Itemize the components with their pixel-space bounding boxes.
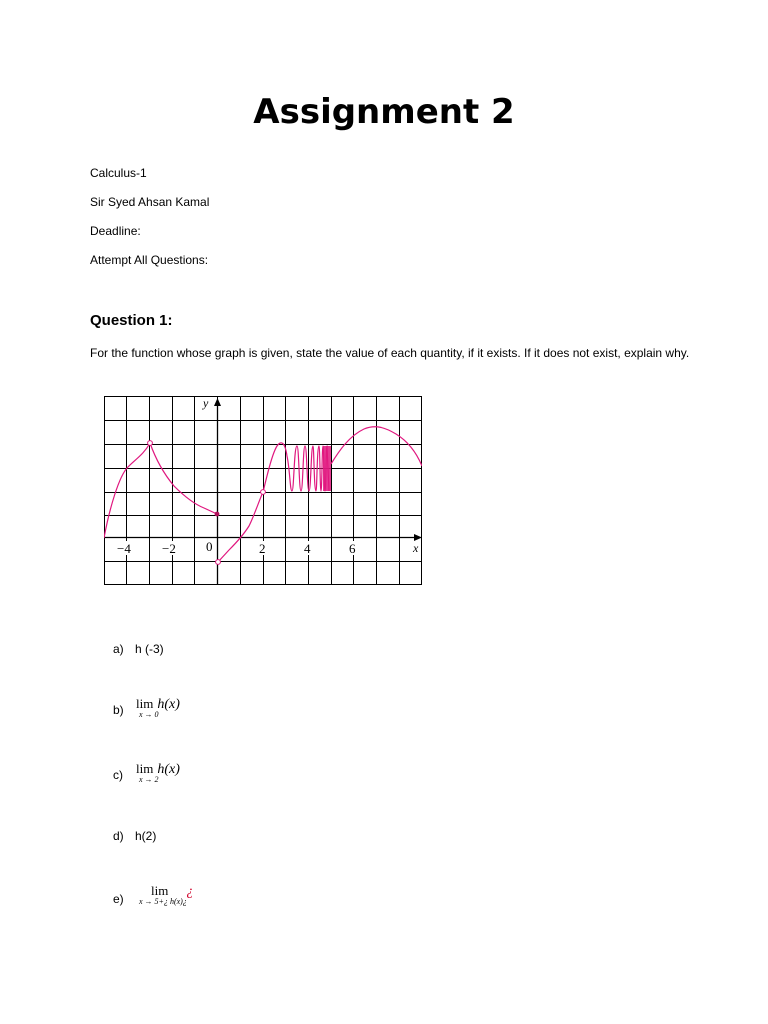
y-axis-label: y [203, 396, 209, 410]
open-point [216, 560, 221, 565]
part-label: d) [113, 829, 124, 843]
lim-subscript: x → 2 [139, 775, 159, 784]
open-point [261, 490, 266, 495]
lim-subscript: x → 0 [139, 710, 159, 719]
deadline: Deadline: [90, 224, 141, 238]
tick-label: 0 [206, 539, 213, 554]
part-c-label: c) [113, 768, 123, 782]
function-graph [104, 396, 422, 586]
lim-function: h(x) [157, 697, 180, 712]
x-axis-label: x [413, 541, 419, 555]
tick-label: 4 [304, 541, 311, 556]
tick-label: −2 [162, 541, 176, 556]
part-d [113, 829, 156, 843]
oscillation-band [323, 446, 331, 491]
instructor-name: Sir Syed Ahsan Kamal [90, 195, 210, 209]
tick-label: 6 [349, 541, 356, 556]
part-text: h (-3) [135, 642, 164, 656]
part-b-limit [136, 695, 180, 719]
lim-word: lim [151, 883, 169, 898]
part-a [113, 642, 164, 656]
open-point [148, 441, 153, 446]
tick-label: 2 [259, 541, 266, 556]
tick-label: −4 [117, 541, 131, 556]
part-c-limit [136, 760, 180, 784]
part-e-limit [136, 882, 194, 906]
instruction: Attempt All Questions: [90, 253, 209, 267]
part-text: h(2) [135, 829, 157, 843]
part-e-label: e) [113, 892, 124, 906]
lim-word: lim [136, 696, 154, 711]
lim-function: h(x) [157, 762, 180, 777]
part-b-label: b) [113, 703, 124, 717]
y-axis-arrow-icon [214, 398, 221, 406]
lim-subscript: x → 5+¿ h(x)¿ [139, 897, 187, 906]
question-heading: Question 1: [90, 312, 173, 329]
question-text: For the function whose graph is given, state the value of each quantity, if it exists. If it does not exist, explain why. [90, 346, 690, 360]
course-name: Calculus-1 [90, 166, 147, 180]
x-axis-arrow-icon [414, 534, 422, 541]
part-label: a) [113, 642, 124, 656]
page-title: Assignment 2 [253, 92, 515, 132]
lim-word: lim [136, 761, 154, 776]
closed-point [215, 512, 220, 517]
lim-function: ¿ [186, 884, 194, 899]
